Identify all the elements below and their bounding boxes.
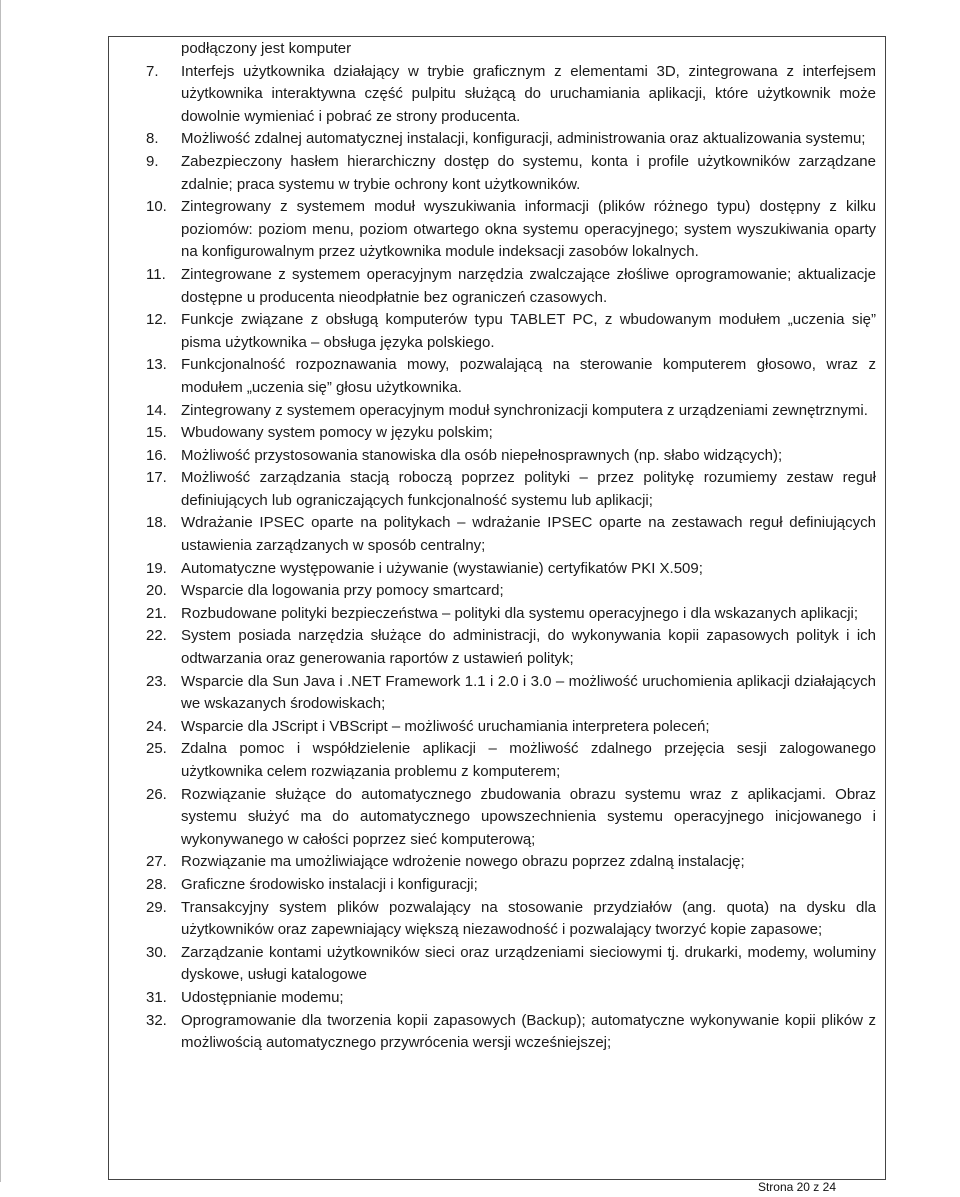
list-item-text: Wdrażanie IPSEC oparte na politykach – wdrażanie IPSEC oparte na zestawach reguł definiujących ustawienia zarządzanych w sposób centralny;: [181, 514, 876, 555]
list-item-number: 10.: [146, 198, 167, 216]
list-item-number: 25.: [146, 740, 167, 758]
list-item-text: Możliwość przystosowania stanowiska dla osób niepełnosprawnych (np. słabo widzących);: [181, 446, 783, 464]
list-item: [146, 151, 876, 196]
list-item-text: Rozwiązanie ma umożliwiające wdrożenie nowego obrazu poprzez zdalną instalację;: [181, 853, 745, 871]
list-item: [146, 400, 876, 423]
list-item-text: Zintegrowane z systemem operacyjnym narzędzia zwalczające złośliwe oprogramowanie; aktualizacje dostępne u producenta nieodpłatnie bez ograniczeń czasowych.: [181, 265, 876, 306]
list-item-number: 27.: [146, 853, 167, 871]
list-item: [146, 874, 876, 897]
list-item: [146, 512, 876, 557]
list-item: [146, 445, 876, 468]
list-item: [146, 61, 876, 129]
list-item-number: 29.: [146, 898, 167, 916]
list-item-number: 22.: [146, 627, 167, 645]
list-item-text: Automatyczne występowanie i używanie (wystawianie) certyfikatów PKI X.509;: [181, 559, 703, 577]
list-item-number: 30.: [146, 943, 167, 961]
list-item-number: 12.: [146, 311, 167, 329]
list-item-text: Możliwość zdalnej automatycznej instalacji, konfiguracji, administrowania oraz aktualizowania systemu;: [181, 130, 866, 148]
list-item-text: Zarządzanie kontami użytkowników sieci oraz urządzeniami sieciowymi tj. drukarki, modemy, woluminy dyskowe, usługi katalogowe: [181, 943, 876, 984]
list-item: [146, 196, 876, 264]
list-item-text: Graficzne środowisko instalacji i konfiguracji;: [181, 875, 478, 893]
list-item-text: System posiada narzędzia służące do administracji, do wykonywania kopii zapasowych polityk i ich odtwarzania oraz generowania raportów z ustawień polityk;: [181, 627, 876, 668]
list-item-number: 17.: [146, 469, 167, 487]
list-item-text: Możliwość zarządzania stacją roboczą poprzez polityki – przez politykę rozumiemy zestaw reguł definiujących lub ograniczających funkcjonalność systemu lub aplikacji;: [181, 469, 876, 509]
list-item-number: 15.: [146, 424, 167, 442]
list-item-text: Wsparcie dla JScript i VBScript – możliwość uruchamiania interpretera poleceń;: [181, 717, 710, 735]
list-item-text: Interfejs użytkownika działający w trybie graficznym z elementami 3D, zintegrowana z interfejsem użytkownika interaktywna część pulpitu służącą do uruchamiania aplikacji, które użytkownik może dowolnie wymieniać i pobrać ze strony producenta.: [181, 62, 876, 125]
list-item-number: 8.: [146, 130, 159, 148]
list-item-number: 18.: [146, 514, 167, 532]
list-item: [146, 625, 876, 670]
list-item: [146, 128, 876, 151]
list-item: [146, 264, 876, 309]
list-item-text: Rozbudowane polityki bezpieczeństwa – polityki dla systemu operacyjnego i dla wskazanych aplikacji;: [181, 604, 859, 622]
lead-line: podłączony jest komputer: [181, 40, 352, 57]
list-item-number: 20.: [146, 582, 167, 600]
list-item: [146, 671, 876, 716]
list-item-text: Transakcyjny system plików pozwalający na stosowanie przydziałów (ang. quota) na dysku dla użytkowników oraz zapewniający większą niezawodność i pozwalający tworzyć kopie zapasowe;: [181, 898, 876, 939]
list-item-number: 14.: [146, 401, 167, 419]
list-item-text: Wsparcie dla Sun Java i .NET Framework 1.1 i 2.0 i 3.0 – możliwość uruchomienia aplikacji działających we wskazanych środowiskach;: [181, 672, 876, 713]
list-item-text: Zintegrowany z systemem operacyjnym moduł synchronizacji komputera z urządzeniami zewnętrznymi.: [181, 401, 868, 419]
list-item-text: Zintegrowany z systemem moduł wyszukiwania informacji (plików różnego typu) dostępny z kilku poziomów: poziom menu, poziom otwartego okna systemu operacyjnego; system wyszukiwania oparty na konfigurowalnym przez użytkownika module indeksacji zasobów lokalnych.: [181, 198, 876, 261]
requirements-list: [146, 61, 876, 1055]
list-item: [146, 716, 876, 739]
list-item-text: Zabezpieczony hasłem hierarchiczny dostęp do systemu, konta i profile użytkowników zarządzane zdalnie; praca systemu w trybie ochrony kont użytkowników.: [181, 152, 876, 193]
list-item-number: 9.: [146, 152, 159, 170]
list-item: [146, 897, 876, 942]
list-item-number: 32.: [146, 1011, 167, 1029]
list-item-text: Zdalna pomoc i współdzielenie aplikacji – możliwość zdalnego przejęcia sesji zalogowanego użytkownika celem rozwiązania problemu z komputerem;: [181, 740, 876, 780]
list-item: [146, 784, 876, 852]
list-item-number: 28.: [146, 875, 167, 893]
list-item-number: 21.: [146, 604, 167, 622]
list-item-text: Rozwiązanie służące do automatycznego zbudowania obrazu systemu wraz z aplikacjami. Obraz systemu służyć ma do automatycznego upowszechnienia systemu operacyjnego inicjowanego i wykonywanego w całości poprzez sieć komputerową;: [181, 785, 876, 848]
list-item: [146, 558, 876, 581]
list-item: [146, 580, 876, 603]
list-item-number: 19.: [146, 559, 167, 577]
list-item-number: 23.: [146, 672, 167, 690]
list-item-text: Funkcje związane z obsługą komputerów typu TABLET PC, z wbudowanym modułem „uczenia się” pisma użytkownika – obsługa języka polskiego.: [181, 311, 876, 351]
list-item-text: Oprogramowanie dla tworzenia kopii zapasowych (Backup); automatyczne wykonywanie kopii plików z możliwością automatycznego przywrócenia wersji wcześniejszej;: [181, 1011, 876, 1052]
list-item: [146, 851, 876, 874]
list-item: [146, 1010, 876, 1055]
list-item-number: 16.: [146, 446, 167, 464]
list-item: [146, 354, 876, 399]
list-item-text: Wbudowany system pomocy w języku polskim;: [181, 424, 493, 442]
list-item-number: 31.: [146, 988, 167, 1006]
list-item-number: 7.: [146, 62, 159, 80]
list-item: [146, 603, 876, 626]
list-item: [146, 738, 876, 783]
list-item: [146, 467, 876, 512]
list-item: [146, 987, 876, 1010]
list-item: [146, 309, 876, 354]
list-item: [146, 942, 876, 987]
list-item-number: 13.: [146, 356, 167, 374]
list-item-number: 24.: [146, 717, 167, 735]
page-number: Strona 20 z 24: [757, 1180, 836, 1194]
document-body: [146, 38, 876, 1055]
list-item-text: Wsparcie dla logowania przy pomocy smartcard;: [181, 582, 504, 600]
list-item: [146, 422, 876, 445]
list-item-number: 26.: [146, 785, 167, 803]
list-item-text: Funkcjonalność rozpoznawania mowy, pozwalającą na sterowanie komputerem głosowo, wraz z modułem „uczenia się” głosu użytkownika.: [181, 356, 876, 396]
list-item-text: Udostępnianie modemu;: [181, 988, 344, 1006]
list-item-number: 11.: [146, 265, 166, 283]
